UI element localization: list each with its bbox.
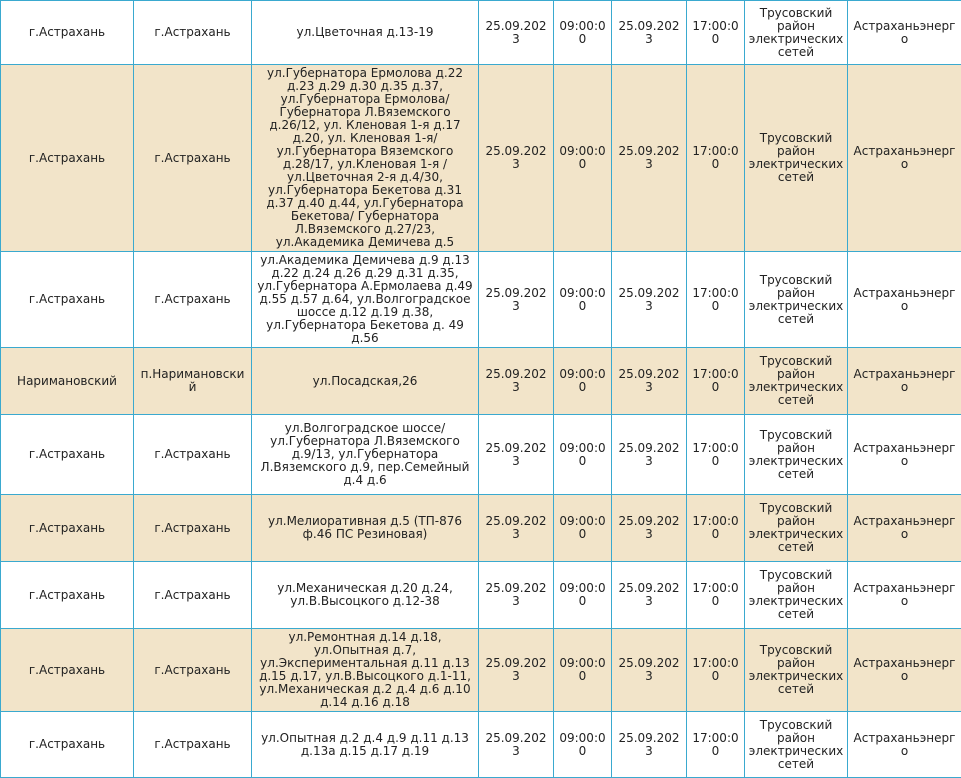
network-cell: Трусовский район электрических сетей <box>745 252 848 348</box>
address-cell: ул.Мелиоративная д.5 (ТП-876 ф.46 ПС Резиновая) <box>252 495 479 562</box>
start-date-cell: 25.09.2023 <box>479 348 554 415</box>
start-time-cell: 09:00:00 <box>554 629 612 712</box>
network-cell: Трусовский район электрических сетей <box>745 712 848 778</box>
table-row <box>1 252 961 348</box>
end-time-cell: 17:00:00 <box>687 712 745 778</box>
end-date-cell: 25.09.2023 <box>612 252 687 348</box>
start-time-cell: 09:00:00 <box>554 562 612 629</box>
address-cell: ул.Губернатора Ермолова д.22 д.23 д.29 д.30 д.35 д.37, ул.Губернатора Ермолова/ Губернатора Л.Вяземского д.26/12, ул. Кленовая 1-я д.17 д.20, ул. Кленовая 1-я/ ул.Губернатора Вяземского д.28/17, ул.Кленовая 1-я /ул.Цветочная 2-я д.4/30, ул.Губернатора Бекетова д.31 д.37 д.40 д.44, ул.Губернатора Бекетова/ Губернатора Л.Вяземского д.27/23, ул.Академика Демичева д.5 <box>252 65 479 252</box>
table-row <box>1 495 961 562</box>
network-cell: Трусовский район электрических сетей <box>745 415 848 495</box>
district-cell: г.Астрахань <box>1 65 134 252</box>
locality-cell: п.Наримановский <box>134 348 252 415</box>
start-time-cell: 09:00:00 <box>554 495 612 562</box>
locality-cell: г.Астрахань <box>134 495 252 562</box>
table-row <box>1 562 961 629</box>
end-time-cell: 17:00:00 <box>687 415 745 495</box>
locality-cell: г.Астрахань <box>134 252 252 348</box>
district-cell: г.Астрахань <box>1 495 134 562</box>
start-time-cell: 09:00:00 <box>554 1 612 65</box>
locality-cell: г.Астрахань <box>134 629 252 712</box>
table-row <box>1 629 961 712</box>
end-date-cell: 25.09.2023 <box>612 495 687 562</box>
start-date-cell: 25.09.2023 <box>479 712 554 778</box>
table-row <box>1 348 961 415</box>
company-cell: Астраханьэнерго <box>848 495 961 562</box>
start-time-cell: 09:00:00 <box>554 65 612 252</box>
district-cell: г.Астрахань <box>1 562 134 629</box>
district-cell: г.Астрахань <box>1 712 134 778</box>
table-row <box>1 65 961 252</box>
outage-table-body <box>1 1 961 778</box>
address-cell: ул.Опытная д.2 д.4 д.9 д.11 д.13 д.13а д.15 д.17 д.19 <box>252 712 479 778</box>
end-date-cell: 25.09.2023 <box>612 65 687 252</box>
network-cell: Трусовский район электрических сетей <box>745 629 848 712</box>
address-cell: ул.Академика Демичева д.9 д.13 д.22 д.24 д.26 д.29 д.31 д.35, ул.Губернатора А.Ермолаева д.49 д.55 д.57 д.64, ул.Волгоградское шоссе д.12 д.19 д.38, ул.Губернатора Бекетова д. 49 д.56 <box>252 252 479 348</box>
company-cell: Астраханьэнерго <box>848 562 961 629</box>
address-cell: ул.Механическая д.20 д.24, ул.В.Высоцкого д.12-38 <box>252 562 479 629</box>
network-cell: Трусовский район электрических сетей <box>745 348 848 415</box>
locality-cell: г.Астрахань <box>134 562 252 629</box>
table-row <box>1 1 961 65</box>
start-time-cell: 09:00:00 <box>554 348 612 415</box>
company-cell: Астраханьэнерго <box>848 712 961 778</box>
start-date-cell: 25.09.2023 <box>479 252 554 348</box>
end-date-cell: 25.09.2023 <box>612 348 687 415</box>
end-time-cell: 17:00:00 <box>687 348 745 415</box>
district-cell: г.Астрахань <box>1 629 134 712</box>
start-date-cell: 25.09.2023 <box>479 562 554 629</box>
company-cell: Астраханьэнерго <box>848 348 961 415</box>
network-cell: Трусовский район электрических сетей <box>745 1 848 65</box>
table-row <box>1 712 961 778</box>
address-cell: ул.Ремонтная д.14 д.18, ул.Опытная д.7, ул.Экспериментальная д.11 д.13 д.15 д.17, ул.В.Высоцкого д.1-11, ул.Механическая д.2 д.4 д.6 д.10 д.14 д.16 д.18 <box>252 629 479 712</box>
end-date-cell: 25.09.2023 <box>612 712 687 778</box>
company-cell: Астраханьэнерго <box>848 65 961 252</box>
start-time-cell: 09:00:00 <box>554 712 612 778</box>
district-cell: г.Астрахань <box>1 252 134 348</box>
district-cell: Наримановский <box>1 348 134 415</box>
network-cell: Трусовский район электрических сетей <box>745 495 848 562</box>
start-date-cell: 25.09.2023 <box>479 495 554 562</box>
locality-cell: г.Астрахань <box>134 65 252 252</box>
start-date-cell: 25.09.2023 <box>479 415 554 495</box>
end-time-cell: 17:00:00 <box>687 629 745 712</box>
start-date-cell: 25.09.2023 <box>479 1 554 65</box>
company-cell: Астраханьэнерго <box>848 415 961 495</box>
end-date-cell: 25.09.2023 <box>612 415 687 495</box>
address-cell: ул.Цветочная д.13-19 <box>252 1 479 65</box>
start-time-cell: 09:00:00 <box>554 415 612 495</box>
company-cell: Астраханьэнерго <box>848 629 961 712</box>
locality-cell: г.Астрахань <box>134 712 252 778</box>
end-time-cell: 17:00:00 <box>687 562 745 629</box>
company-cell: Астраханьэнерго <box>848 252 961 348</box>
end-time-cell: 17:00:00 <box>687 495 745 562</box>
company-cell: Астраханьэнерго <box>848 1 961 65</box>
locality-cell: г.Астрахань <box>134 1 252 65</box>
locality-cell: г.Астрахань <box>134 415 252 495</box>
end-time-cell: 17:00:00 <box>687 65 745 252</box>
start-date-cell: 25.09.2023 <box>479 629 554 712</box>
end-time-cell: 17:00:00 <box>687 1 745 65</box>
district-cell: г.Астрахань <box>1 415 134 495</box>
table-row <box>1 415 961 495</box>
end-date-cell: 25.09.2023 <box>612 1 687 65</box>
start-time-cell: 09:00:00 <box>554 252 612 348</box>
end-time-cell: 17:00:00 <box>687 252 745 348</box>
address-cell: ул.Волгоградское шоссе/ ул.Губернатора Л.Вяземского д.9/13, ул.Губернатора Л.Вяземского д.9, пер.Семейный д.4 д.6 <box>252 415 479 495</box>
end-date-cell: 25.09.2023 <box>612 629 687 712</box>
district-cell: г.Астрахань <box>1 1 134 65</box>
address-cell: ул.Посадская,26 <box>252 348 479 415</box>
start-date-cell: 25.09.2023 <box>479 65 554 252</box>
end-date-cell: 25.09.2023 <box>612 562 687 629</box>
network-cell: Трусовский район электрических сетей <box>745 65 848 252</box>
network-cell: Трусовский район электрических сетей <box>745 562 848 629</box>
